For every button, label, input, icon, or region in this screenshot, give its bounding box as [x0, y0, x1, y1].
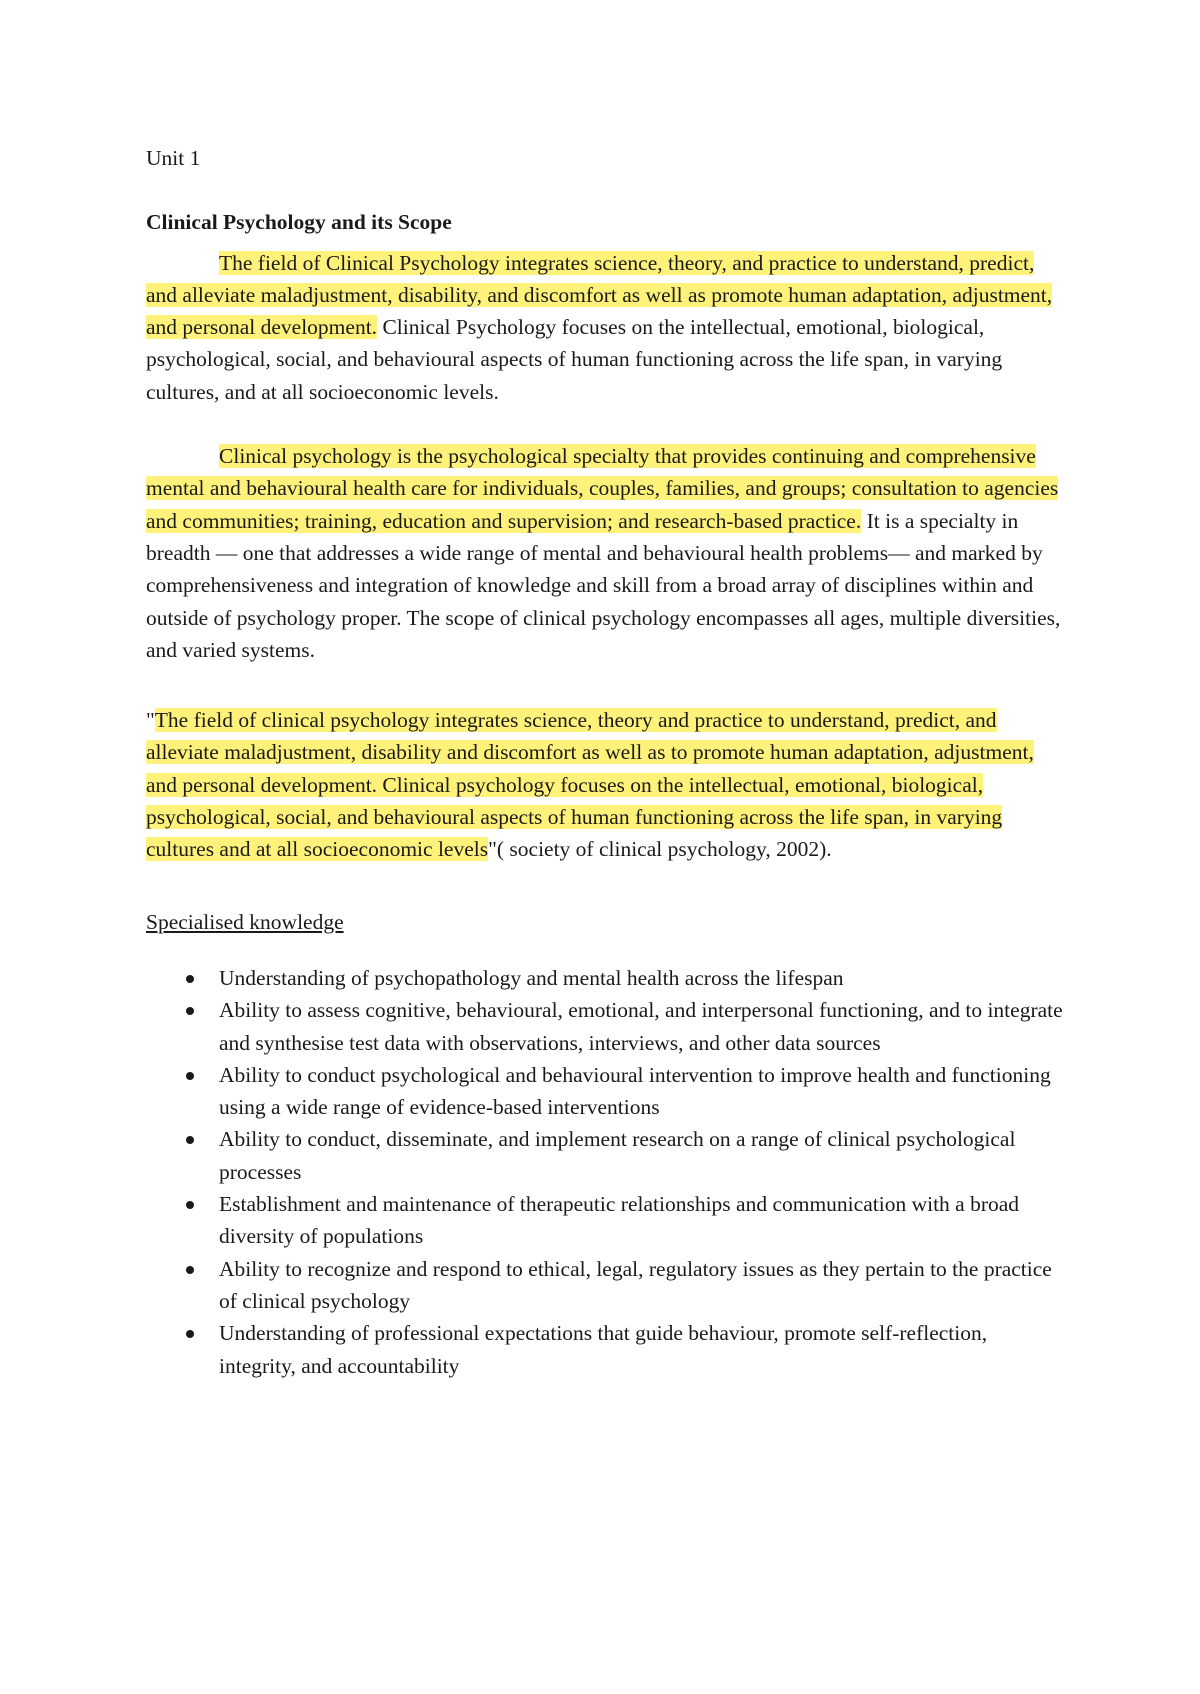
citation-text: "( society of clinical psychology, 2002). — [488, 837, 832, 862]
document-page — [146, 142, 1066, 1382]
paragraph-text: It is a specialty in breadth — one that addresses a wide range of mental and behavioural health problems— and marked by comprehensiveness and integration of knowledge and skill from a broad array of disciplines within and outside of psychology proper. The scope of clinical psychology encompasses all ages, multiple diversities, and varied systems. — [146, 508, 1061, 662]
bullet-icon — [186, 1072, 194, 1080]
quote-mark: " — [146, 708, 155, 733]
bullet-icon — [186, 975, 194, 983]
unit-label: Unit 1 — [146, 146, 201, 170]
bullet-icon — [186, 1007, 194, 1015]
bullet-icon — [186, 1201, 194, 1209]
bullet-icon — [186, 1136, 194, 1144]
list-item: Ability to assess cognitive, behavioural, emotional, and interpersonal functioning, and to integrate and synthesise test data with observations, interviews, and other data sources — [146, 994, 1066, 1059]
highlighted-text: The field of clinical psychology integrates science, theory and practice to understand, predict, and alleviate maladjustment, disability and discomfort as well as to promote human adaptation, adjustment, and personal development. Clinical psychology focuses on the intellectual, emotional, biological, psychological, social, and behavioural aspects of human functioning across the life span, in varying cultures and at all socioeconomic levels — [146, 708, 1034, 862]
bullet-icon — [186, 1330, 194, 1338]
list-item: Ability to conduct, disseminate, and implement research on a range of clinical psychological processes — [146, 1123, 1066, 1188]
bullet-icon — [186, 1266, 194, 1274]
section-heading: Specialised knowledge — [146, 909, 344, 934]
list-item: Understanding of psychopathology and mental health across the lifespan — [146, 962, 1066, 994]
list-item: Establishment and maintenance of therapeutic relationships and communication with a broad diversity of populations — [146, 1188, 1066, 1253]
document-title: Clinical Psychology and its Scope — [146, 210, 452, 235]
list-item: Ability to conduct psychological and behavioural intervention to improve health and functioning using a wide range of evidence-based interventions — [146, 1059, 1066, 1124]
paragraph-definition — [146, 247, 1066, 408]
list-item: Ability to recognize and respond to ethical, legal, regulatory issues as they pertain to the practice of clinical psychology — [146, 1253, 1066, 1318]
list-item: Understanding of professional expectations that guide behaviour, promote self-reflection, integrity, and accountability — [146, 1317, 1066, 1382]
paragraph-quote — [146, 704, 1066, 865]
paragraph-text: Clinical Psychology focuses on the intellectual, emotional, biological, psychological, social, and behavioural aspects of human functioning across the life span, in varying cultures, and at all socioeconomic levels. — [146, 315, 1003, 404]
paragraph-specialty — [146, 440, 1066, 666]
bullet-list — [146, 962, 1066, 1382]
highlighted-text: Clinical psychology is the psychological specialty that provides continuing and comprehensive mental and behavioural health care for individuals, couples, families, and groups; consultation to agencies and communities; training, education and supervision; and research-based practice. — [146, 444, 1059, 533]
highlighted-text: The field of Clinical Psychology integrates science, theory, and practice to understand, predict, and alleviate maladjustment, disability, and discomfort as well as promote human adaptation, adjustment, and personal development. — [146, 250, 1053, 340]
